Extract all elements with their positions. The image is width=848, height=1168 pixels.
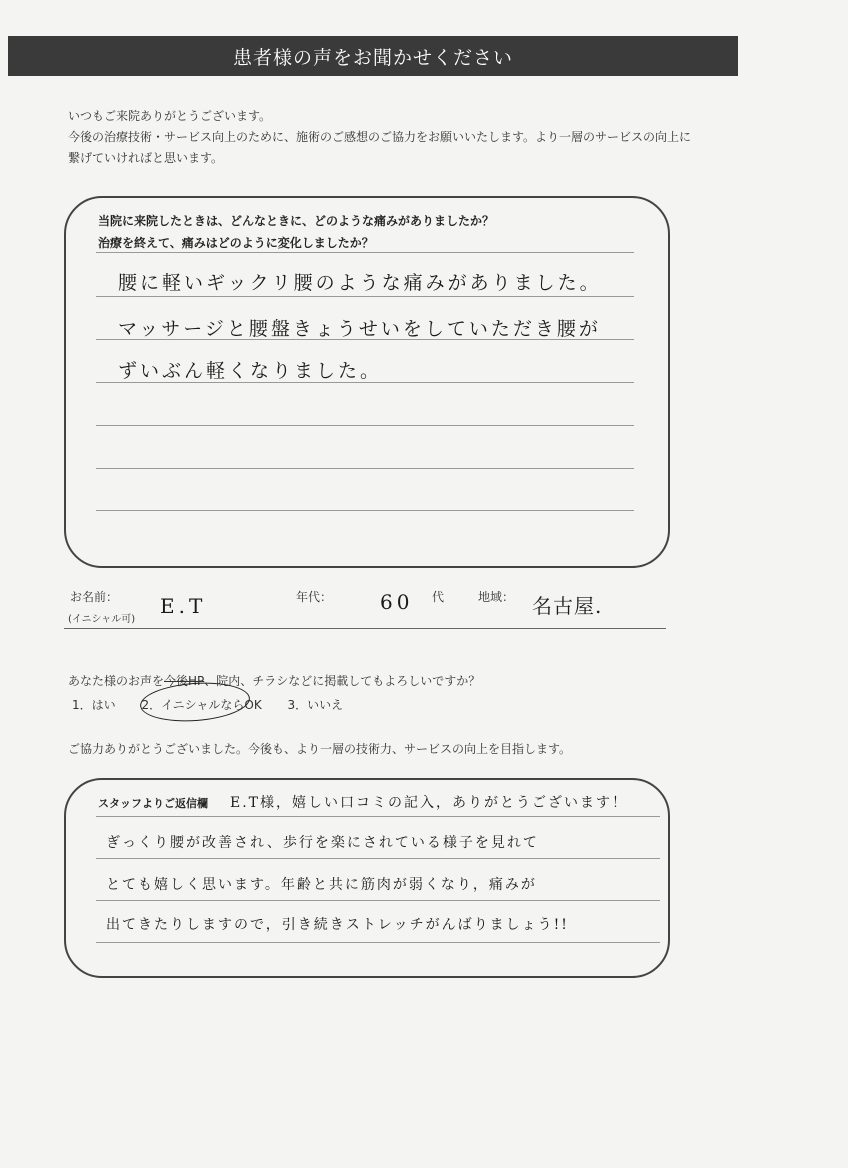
rule-line xyxy=(96,900,660,901)
consent-struck-text: 今後HP xyxy=(164,674,205,688)
staff-reply-line-4: 出てきたりしますので，引き続きストレッチがんばりましょう!! xyxy=(106,917,569,933)
consent-rest: 、院内、チラシなどに掲載してもよろしいですか？ xyxy=(204,674,481,688)
question-1: 当院に来院したときは、どんなときに、どのような痛みがありましたか？ xyxy=(98,214,495,228)
region-value: 名古屋. xyxy=(532,594,603,618)
staff-reply-line-2: ぎっくり腰が改善され、歩行を楽にされている様子を見れて xyxy=(106,835,539,851)
rule-line xyxy=(96,942,660,943)
name-value: E.T xyxy=(160,594,207,618)
staff-reply-line-3: とても嬉しく思います。年齢と共に筋肉が弱くなり，痛みが xyxy=(106,877,537,893)
question-2: 治療を終えて、痛みはどのように変化しましたか？ xyxy=(98,236,374,250)
age-suffix: 代 xyxy=(432,590,445,604)
name-label: お名前： xyxy=(70,590,119,604)
option-initials-ok[interactable]: 2．イニシャルならOK xyxy=(141,698,262,712)
name-sublabel: (イニシャル可) xyxy=(68,614,136,625)
header-title-bar xyxy=(8,36,738,76)
intro-line: いつもご来院ありがとうございます。 xyxy=(68,109,272,123)
option-yes[interactable]: 1．はい xyxy=(72,698,116,712)
intro-line: 繋げていければと思います。 xyxy=(68,151,224,165)
rule-line xyxy=(96,510,634,511)
answer-line-3: ずいぶん軽くなりました。 xyxy=(118,360,383,382)
page-title: 患者様の声をお聞かせください xyxy=(232,46,513,69)
age-value: 60 xyxy=(380,590,414,614)
rule-line xyxy=(96,252,634,253)
answer-line-1: 腰に軽いギックリ腰のような痛みがありました。 xyxy=(118,272,602,294)
region-label: 地域： xyxy=(478,590,515,604)
answer-line-2: マッサージと腰盤きょうせいをしていただき腰が xyxy=(118,318,601,340)
rule-line xyxy=(96,858,660,859)
rule-line xyxy=(96,425,634,426)
consent-question xyxy=(68,672,480,689)
rule-line xyxy=(96,468,634,469)
rule-line xyxy=(96,296,634,297)
profile-underline xyxy=(64,628,666,629)
option-no[interactable]: 3．いいえ xyxy=(287,698,344,712)
staff-reply-label: スタッフよりご返信欄 xyxy=(98,797,208,810)
consent-prefix: あなた様のお声を xyxy=(68,674,165,688)
staff-reply-line-1: E.T様，嬉しい口コミの記入，ありがとうございます！ xyxy=(230,795,629,811)
intro-text xyxy=(68,106,708,169)
age-label: 年代： xyxy=(296,590,333,604)
intro-line: 今後の治療技術・サービス向上のために、施術のご感想のご協力をお願いいたします。より一層のサービスの向上に xyxy=(68,130,692,144)
rule-line xyxy=(96,816,660,817)
thanks-text: ご協力ありがとうございました。今後も、より一層の技術力、サービスの向上を目指します。 xyxy=(68,742,572,756)
